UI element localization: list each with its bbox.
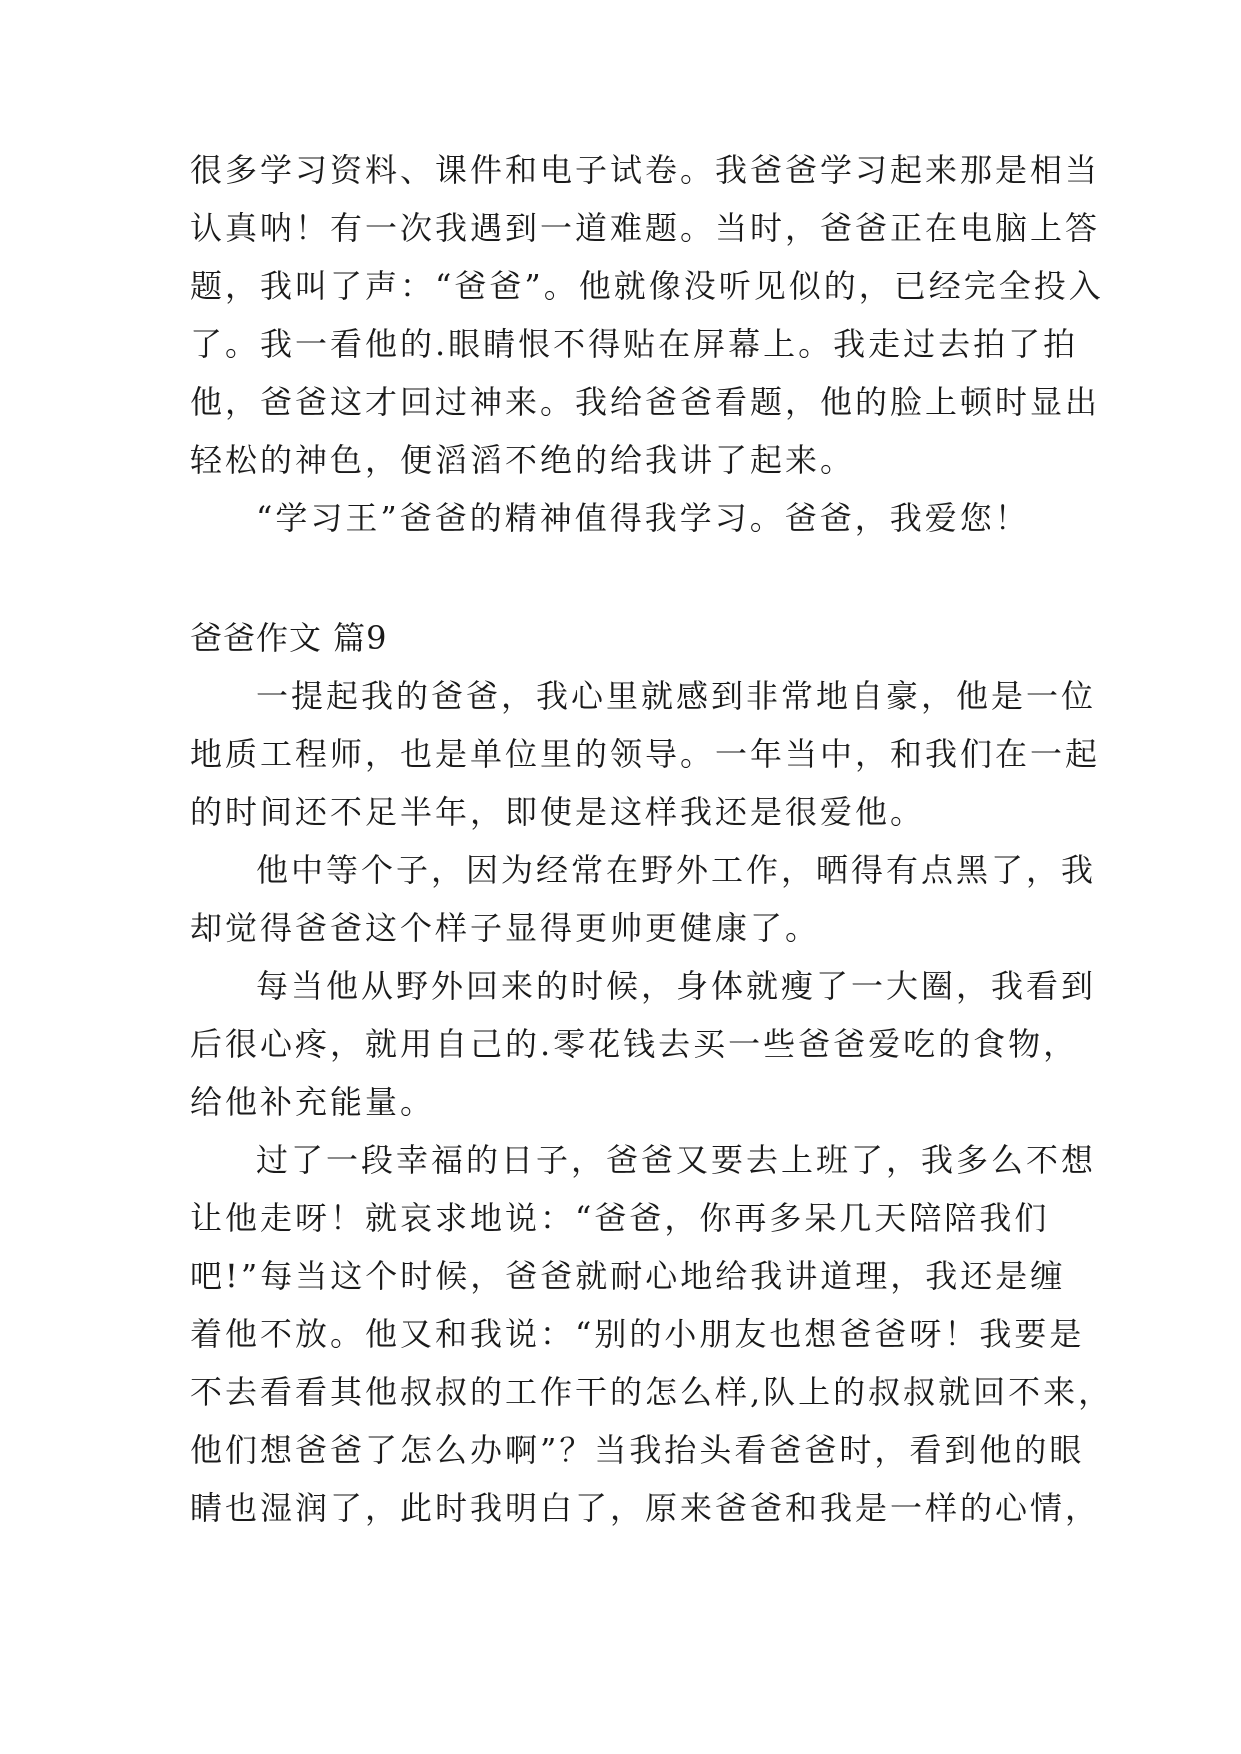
paragraph-first-line: 每当他从野外回来的时候，身体就瘦了一大圈，我看到 [256,967,1097,1005]
body-text-line: 却觉得爸爸这个样子显得更帅更健康了。 [190,909,821,947]
body-text-line: 的时间还不足半年，即使是这样我还是很爱他。 [190,793,926,831]
body-text-line: 着他不放。他又和我说：“别的小朋友也想爸爸呀！我要是 [190,1315,1085,1353]
section-heading: 爸爸作文 篇9 [190,619,388,657]
paragraph-first-line: 一提起我的爸爸，我心里就感到非常地自豪，他是一位 [256,677,1097,715]
body-text-line: 不去看看其他叔叔的工作干的怎么样,队上的叔叔就回不来， [190,1373,1114,1411]
body-text-line: 了。我一看他的.眼睛恨不得贴在屏幕上。我走过去拍了拍 [190,325,1079,363]
body-text-line: 睛也湿润了，此时我明白了，原来爸爸和我是一样的心情， [190,1489,1101,1527]
body-text-line: 吧!”每当这个时候，爸爸就耐心地给我讲道理，我还是缠 [190,1257,1066,1295]
body-text-line: 让他走呀！就哀求地说：“爸爸，你再多呆几天陪陪我们 [190,1199,1050,1237]
body-text-line: 认真呐！有一次我遇到一道难题。当时，爸爸正在电脑上答 [190,209,1101,247]
body-text-line: 给他补充能量。 [190,1083,436,1121]
body-text-line: 他们想爸爸了怎么办啊”？当我抬头看爸爸时，看到他的眼 [190,1431,1085,1469]
paragraph-first-line: “学习王”爸爸的精神值得我学习。爸爸，我爱您！ [256,499,1030,537]
body-text-line: 他，爸爸这才回过神来。我给爸爸看题，他的脸上顿时显出 [190,383,1101,421]
paragraph-first-line: 他中等个子，因为经常在野外工作，晒得有点黑了，我 [256,851,1097,889]
body-text-line: 轻松的神色，便滔滔不绝的给我讲了起来。 [190,441,856,479]
body-text-line: 地质工程师，也是单位里的领导。一年当中，和我们在一起 [190,735,1101,773]
paragraph-first-line: 过了一段幸福的日子，爸爸又要去上班了，我多么不想 [256,1141,1097,1179]
body-text-line: 后很心疼，就用自己的.零花钱去买一些爸爸爱吃的食物， [190,1025,1079,1063]
body-text-line: 很多学习资料、课件和电子试卷。我爸爸学习起来那是相当 [190,151,1101,189]
body-text-line: 题，我叫了声：“爸爸”。他就像没听见似的，已经完全投入 [190,267,1104,305]
